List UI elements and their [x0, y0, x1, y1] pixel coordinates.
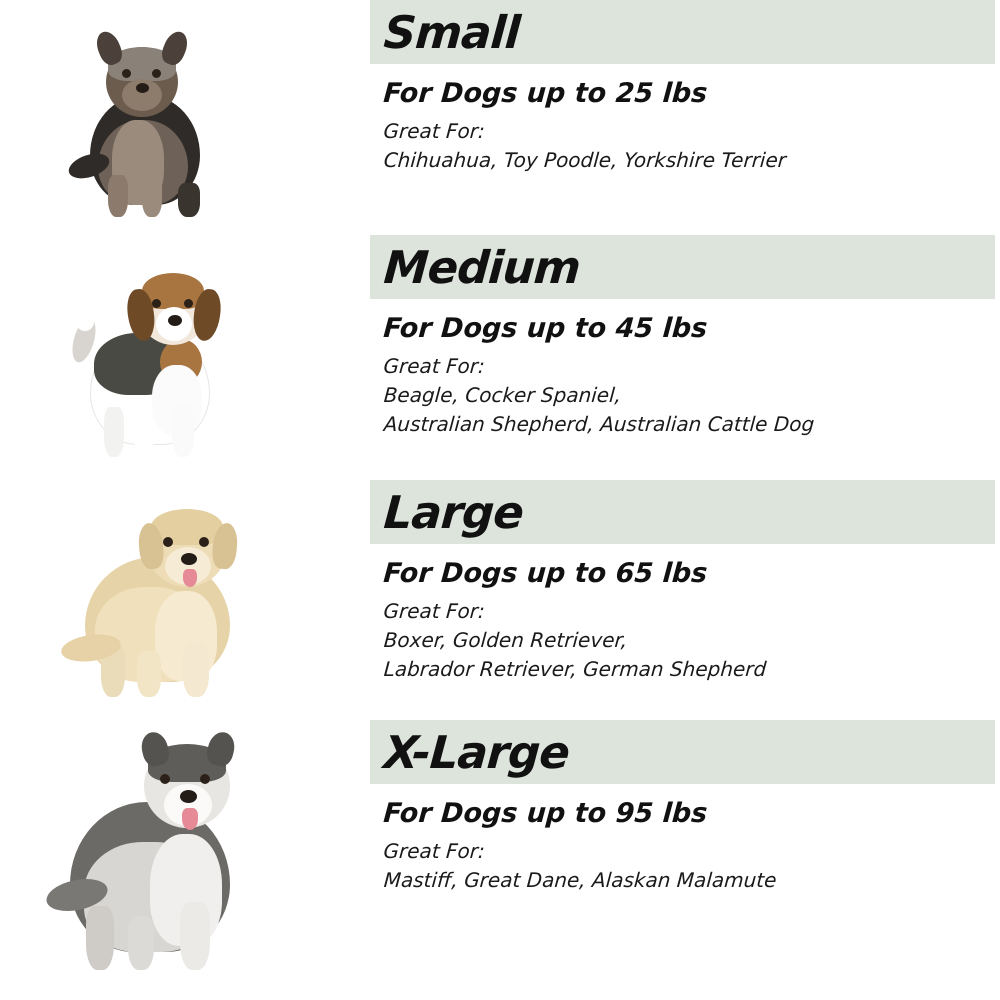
breed-line: Beagle, Cocker Spaniel, — [382, 383, 622, 407]
size-title: Large — [382, 485, 525, 539]
alaskan-malamute-photo — [40, 730, 290, 990]
breed-line: Mastiff, Great Dane, Alaskan Malamute — [382, 868, 778, 892]
weight-line: For Dogs up to 95 lbs — [382, 798, 709, 829]
photo-cell-large — [0, 480, 370, 720]
great-for-label: Great For: — [382, 354, 486, 378]
great-for-label: Great For: — [382, 599, 486, 623]
size-title: X-Large — [382, 725, 571, 779]
size-band-small — [370, 0, 995, 64]
breed-line: Chihuahua, Toy Poodle, Yorkshire Terrier — [382, 148, 787, 172]
info-cell-medium — [370, 235, 1000, 436]
weight-line: For Dogs up to 65 lbs — [382, 558, 709, 589]
golden-retriever-photo — [55, 495, 275, 710]
weight-line: For Dogs up to 45 lbs — [382, 313, 709, 344]
yorkshire-terrier-photo — [60, 25, 240, 225]
size-band-large — [370, 480, 995, 544]
size-row-small — [0, 0, 1000, 235]
size-row-xlarge — [0, 720, 1000, 1000]
great-for-label: Great For: — [382, 119, 486, 143]
size-title: Medium — [382, 240, 582, 294]
photo-cell-xlarge — [0, 720, 370, 1000]
info-cell-large — [370, 480, 1000, 681]
breed-line: Boxer, Golden Retriever, — [382, 628, 629, 652]
size-row-large — [0, 480, 1000, 720]
beagle-photo — [60, 255, 250, 470]
info-cell-small — [370, 0, 1000, 172]
photo-cell-small — [0, 0, 370, 235]
weight-line: For Dogs up to 25 lbs — [382, 78, 709, 109]
info-cell-xlarge — [370, 720, 1000, 892]
size-band-xlarge — [370, 720, 995, 784]
breed-line: Labrador Retriever, German Shepherd — [382, 657, 768, 681]
photo-cell-medium — [0, 235, 370, 480]
size-title: Small — [382, 5, 522, 59]
breed-line: Australian Shepherd, Australian Cattle Dog — [382, 412, 816, 436]
size-row-medium — [0, 235, 1000, 480]
size-band-medium — [370, 235, 995, 299]
great-for-label: Great For: — [382, 839, 486, 863]
